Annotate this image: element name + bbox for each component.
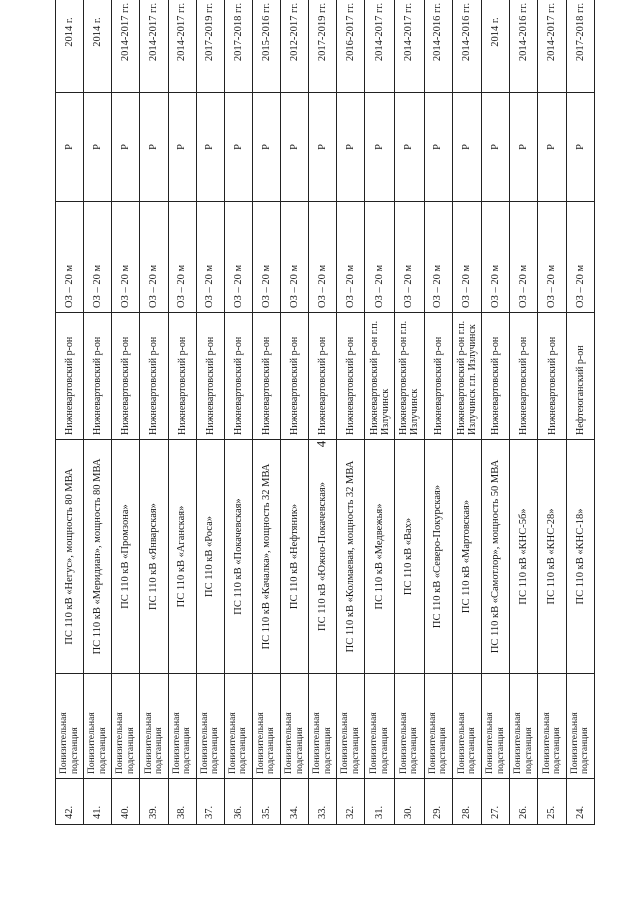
protection-zone-cell: ОЗ – 20 м xyxy=(84,202,112,313)
object-category-cell: Р xyxy=(337,93,365,202)
object-category-cell: Р xyxy=(112,93,140,202)
row-number-cell: 25. xyxy=(538,779,566,825)
object-location-cell: Нижневартовский р-он г.п. Излучинск г.п. Излучинск xyxy=(452,313,482,440)
table-row xyxy=(196,0,224,825)
implementation-years-cell: 2014-2016 гг. xyxy=(424,0,452,93)
implementation-years-cell: 2014-2017 гг. xyxy=(538,0,566,93)
table-row xyxy=(365,0,395,825)
object-location-cell: Нижневартовский р-он xyxy=(538,313,566,440)
implementation-years-cell: 2014-2017 гг. xyxy=(112,0,140,93)
object-location-cell: Нижневартовский р-он г.п. Излучинск xyxy=(365,313,395,440)
object-name-cell: ПС 110 кВ «Колмаевая, мощность 32 МВА xyxy=(337,440,365,674)
protection-zone-cell: ОЗ – 20 м xyxy=(337,202,365,313)
object-name-cell: ПС 110 кВ «Аганская» xyxy=(168,440,196,674)
table-row xyxy=(482,0,510,825)
object-type-cell: Понизительная подстанция xyxy=(424,674,452,779)
object-name-cell: ПС 110 кВ «Качалка», мощность 32 МВА xyxy=(252,440,280,674)
object-type-cell: Понизительная подстанция xyxy=(196,674,224,779)
protection-zone-cell: ОЗ – 20 м xyxy=(365,202,395,313)
protection-zone-cell: ОЗ – 20 м xyxy=(394,202,424,313)
object-category-cell: Р xyxy=(309,93,337,202)
object-type-cell: Понизительная подстанция xyxy=(365,674,395,779)
protection-zone-cell: ОЗ – 20 м xyxy=(566,202,594,313)
object-type-cell: Понизительная подстанция xyxy=(482,674,510,779)
object-name-cell: ПС 110 кВ «Негус», мощность 80 МВА xyxy=(56,440,84,674)
object-type-cell: Понизительная подстанция xyxy=(252,674,280,779)
row-number-cell: 35. xyxy=(252,779,280,825)
implementation-years-cell: 2017-2019 гг. xyxy=(309,0,337,93)
object-location-cell: Нижневартовский р-он xyxy=(112,313,140,440)
object-type-cell: Понизительная подстанция xyxy=(452,674,482,779)
implementation-years-cell: 2017-2018 гг. xyxy=(566,0,594,93)
object-name-cell: ПС 110 кВ «Самотлор», мощность 50 МВА xyxy=(482,440,510,674)
protection-zone-cell: ОЗ – 20 м xyxy=(168,202,196,313)
object-type-cell: Понизительная подстанция xyxy=(538,674,566,779)
row-number-cell: 27. xyxy=(482,779,510,825)
implementation-years-cell: 2014-2017 гг. xyxy=(140,0,168,93)
object-category-cell: Р xyxy=(84,93,112,202)
implementation-years-cell: 2014 г. xyxy=(84,0,112,93)
object-location-cell: Нижневартовский р-он xyxy=(140,313,168,440)
substations-table xyxy=(55,0,595,825)
object-category-cell: Р xyxy=(168,93,196,202)
table-row xyxy=(112,0,140,825)
object-name-cell: ПС 110 кВ «Мартовская» xyxy=(452,440,482,674)
implementation-years-cell: 2016-2017 гг. xyxy=(337,0,365,93)
protection-zone-cell: ОЗ – 20 м xyxy=(452,202,482,313)
implementation-years-cell: 2014-2016 гг. xyxy=(510,0,538,93)
object-location-cell: Нижневартовский р-он xyxy=(84,313,112,440)
object-category-cell: Р xyxy=(224,93,252,202)
implementation-years-cell: 2014 г. xyxy=(482,0,510,93)
document-table-container xyxy=(55,2,595,825)
table-row xyxy=(538,0,566,825)
object-name-cell: ПС 110 кВ «Медвежья» xyxy=(365,440,395,674)
table-row xyxy=(281,0,309,825)
table-body xyxy=(56,0,595,825)
object-type-cell: Понизительная подстанция xyxy=(168,674,196,779)
protection-zone-cell: ОЗ – 20 м xyxy=(510,202,538,313)
table-row xyxy=(309,0,337,825)
object-type-cell: Понизительная подстанция xyxy=(566,674,594,779)
object-name-cell: ПС 110 кВ «Покачевская» xyxy=(224,440,252,674)
row-number-cell: 37. xyxy=(196,779,224,825)
row-number-cell: 29. xyxy=(424,779,452,825)
object-category-cell: Р xyxy=(566,93,594,202)
table-row xyxy=(394,0,424,825)
protection-zone-cell: ОЗ – 20 м xyxy=(538,202,566,313)
protection-zone-cell: ОЗ – 20 м xyxy=(424,202,452,313)
row-number-cell: 42. xyxy=(56,779,84,825)
object-category-cell: Р xyxy=(56,93,84,202)
implementation-years-cell: 2014-2017 гг. xyxy=(394,0,424,93)
object-type-cell: Понизительная подстанция xyxy=(510,674,538,779)
object-category-cell: Р xyxy=(452,93,482,202)
object-location-cell: Нижневартовский р-он xyxy=(337,313,365,440)
object-name-cell: ПС 110 кВ «Меридиан», мощность 80 МВА xyxy=(84,440,112,674)
row-number-cell: 30. xyxy=(394,779,424,825)
object-type-cell: Понизительная подстанция xyxy=(56,674,84,779)
object-category-cell: Р xyxy=(365,93,395,202)
row-number-cell: 38. xyxy=(168,779,196,825)
object-name-cell: ПС 110 кВ «Вах» xyxy=(394,440,424,674)
object-category-cell: Р xyxy=(252,93,280,202)
row-number-cell: 34. xyxy=(281,779,309,825)
object-category-cell: Р xyxy=(538,93,566,202)
object-location-cell: Нижневартовский р-он xyxy=(510,313,538,440)
object-type-cell: Понизительная подстанция xyxy=(394,674,424,779)
object-location-cell: Нижневартовский р-он xyxy=(224,313,252,440)
protection-zone-cell: ОЗ – 20 м xyxy=(224,202,252,313)
object-location-cell: Нижневартовский р-он xyxy=(309,313,337,440)
object-location-cell: Нижневартовский р-он xyxy=(482,313,510,440)
table-row xyxy=(510,0,538,825)
row-number-cell: 32. xyxy=(337,779,365,825)
table-row xyxy=(140,0,168,825)
row-number-cell: 40. xyxy=(112,779,140,825)
object-location-cell: Нижневартовский р-он xyxy=(424,313,452,440)
object-type-cell: Понизительная подстанция xyxy=(337,674,365,779)
row-number-cell: 33. xyxy=(309,779,337,825)
table-row xyxy=(452,0,482,825)
object-category-cell: Р xyxy=(482,93,510,202)
implementation-years-cell: 2014-2017 гг. xyxy=(168,0,196,93)
object-type-cell: Понизительная подстанция xyxy=(281,674,309,779)
object-type-cell: Понизительная подстанция xyxy=(112,674,140,779)
object-category-cell: Р xyxy=(281,93,309,202)
object-type-cell: Понизительная подстанция xyxy=(309,674,337,779)
implementation-years-cell: 2014 г. xyxy=(56,0,84,93)
table-row xyxy=(168,0,196,825)
object-location-cell: Нижневартовский р-он г.п. Излучинск xyxy=(394,313,424,440)
protection-zone-cell: ОЗ – 20 м xyxy=(482,202,510,313)
protection-zone-cell: ОЗ – 20 м xyxy=(56,202,84,313)
object-name-cell: ПС 110 кВ «КНС-5б» xyxy=(510,440,538,674)
implementation-years-cell: 2015-2016 гг. xyxy=(252,0,280,93)
table-row xyxy=(337,0,365,825)
row-number-cell: 39. xyxy=(140,779,168,825)
table-row xyxy=(252,0,280,825)
page-number: 4 xyxy=(313,440,329,448)
implementation-years-cell: 2017-2019 гг. xyxy=(196,0,224,93)
row-number-cell: 41. xyxy=(84,779,112,825)
object-location-cell: Нижневартовский р-он xyxy=(56,313,84,440)
table-row xyxy=(424,0,452,825)
object-name-cell: ПС 110 кВ «Роса» xyxy=(196,440,224,674)
object-name-cell: ПС 110 кВ «Январская» xyxy=(140,440,168,674)
implementation-years-cell: 2014-2016 гг. xyxy=(452,0,482,93)
protection-zone-cell: ОЗ – 20 м xyxy=(112,202,140,313)
rotated-table-frame xyxy=(55,2,595,825)
object-location-cell: Нижневартовский р-он xyxy=(281,313,309,440)
protection-zone-cell: ОЗ – 20 м xyxy=(281,202,309,313)
object-category-cell: Р xyxy=(394,93,424,202)
object-type-cell: Понизительная подстанция xyxy=(84,674,112,779)
protection-zone-cell: ОЗ – 20 м xyxy=(252,202,280,313)
row-number-cell: 31. xyxy=(365,779,395,825)
row-number-cell: 24. xyxy=(566,779,594,825)
protection-zone-cell: ОЗ – 20 м xyxy=(140,202,168,313)
object-name-cell: ПС 110 кВ «КНС-28» xyxy=(538,440,566,674)
object-category-cell: Р xyxy=(510,93,538,202)
implementation-years-cell: 2017-2018 гг. xyxy=(224,0,252,93)
protection-zone-cell: ОЗ – 20 м xyxy=(309,202,337,313)
row-number-cell: 26. xyxy=(510,779,538,825)
object-name-cell: ПС 110 кВ «КНС-18» xyxy=(566,440,594,674)
table-row xyxy=(224,0,252,825)
implementation-years-cell: 2012-2017 гг. xyxy=(281,0,309,93)
object-type-cell: Понизительная подстанция xyxy=(140,674,168,779)
object-type-cell: Понизительная подстанция xyxy=(224,674,252,779)
object-location-cell: Нижневартовский р-он xyxy=(168,313,196,440)
object-location-cell: Нижневартовский р-он xyxy=(252,313,280,440)
row-number-cell: 36. xyxy=(224,779,252,825)
object-name-cell: ПС 110 кВ «Южно-Покачевская» xyxy=(309,440,337,674)
object-category-cell: Р xyxy=(140,93,168,202)
table-row xyxy=(56,0,84,825)
row-number-cell: 28. xyxy=(452,779,482,825)
object-name-cell: ПС 110 кВ «Нефтяник» xyxy=(281,440,309,674)
table-row xyxy=(566,0,594,825)
object-category-cell: Р xyxy=(424,93,452,202)
protection-zone-cell: ОЗ – 20 м xyxy=(196,202,224,313)
table-row xyxy=(84,0,112,825)
object-location-cell: Нижневартовский р-он xyxy=(196,313,224,440)
implementation-years-cell: 2014-2017 гг. xyxy=(365,0,395,93)
object-name-cell: ПС 110 кВ «Северо-Покурская» xyxy=(424,440,452,674)
object-category-cell: Р xyxy=(196,93,224,202)
object-location-cell: Нефтеюганский р-он xyxy=(566,313,594,440)
object-name-cell: ПС 110 кВ «Промзона» xyxy=(112,440,140,674)
